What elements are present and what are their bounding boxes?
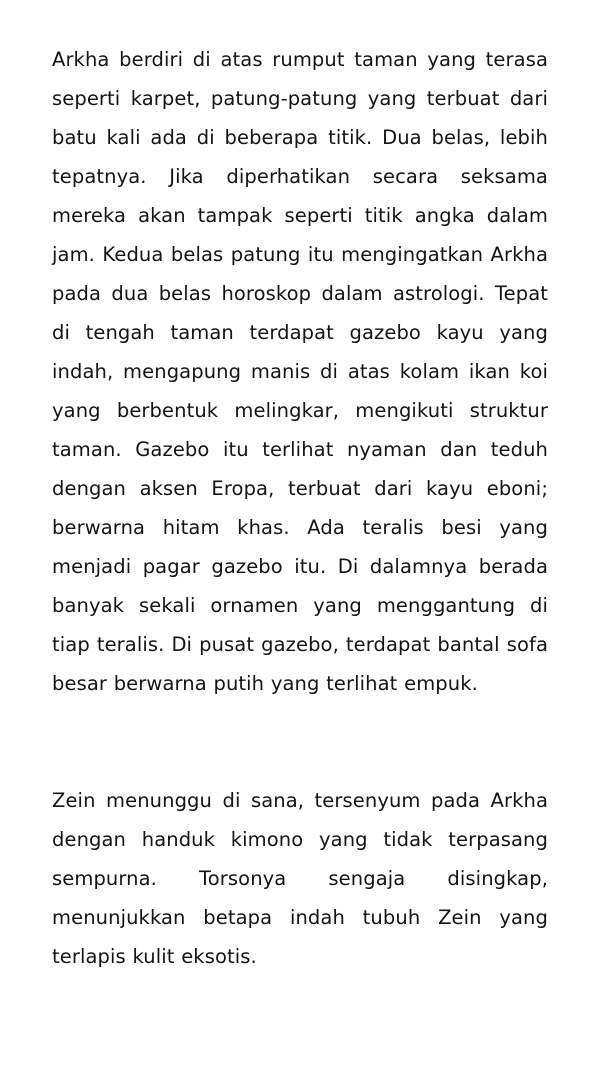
paragraph-spacer <box>52 703 548 781</box>
story-paragraph-2: Zein menunggu di sana, tersenyum pada Arkha dengan handuk kimono yang tidak terpasang sempurna. Torsonya sengaja disingkap, menunjukkan betapa indah tubuh Zein yang terlapis kulit eksotis. <box>52 789 548 968</box>
story-paragraph-1: Arkha berdiri di atas rumput taman yang terasa seperti karpet, patung-patung yang terbuat dari batu kali ada di beberapa titik. Dua belas, lebih tepatnya. Jika diperhatikan secara seksama mereka akan tampak seperti titik angka dalam jam. Kedua belas patung itu mengingatkan Arkha pada dua belas horoskop dalam astrologi. Tepat di tengah taman terdapat gazebo kayu yang indah, mengapung manis di atas kolam ikan koi yang berbentuk melingkar, mengikuti struktur taman. Gazebo itu terlihat nyaman dan teduh dengan aksen Eropa, terbuat dari kayu eboni; berwarna hitam khas. Ada teralis besi yang menjadi pagar gazebo itu. Di dalamnya berada banyak sekali ornamen yang menggantung di tiap teralis. Di pusat gazebo, terdapat bantal sofa besar berwarna putih yang terlihat empuk. <box>52 48 548 695</box>
story-text-body <box>52 40 548 976</box>
